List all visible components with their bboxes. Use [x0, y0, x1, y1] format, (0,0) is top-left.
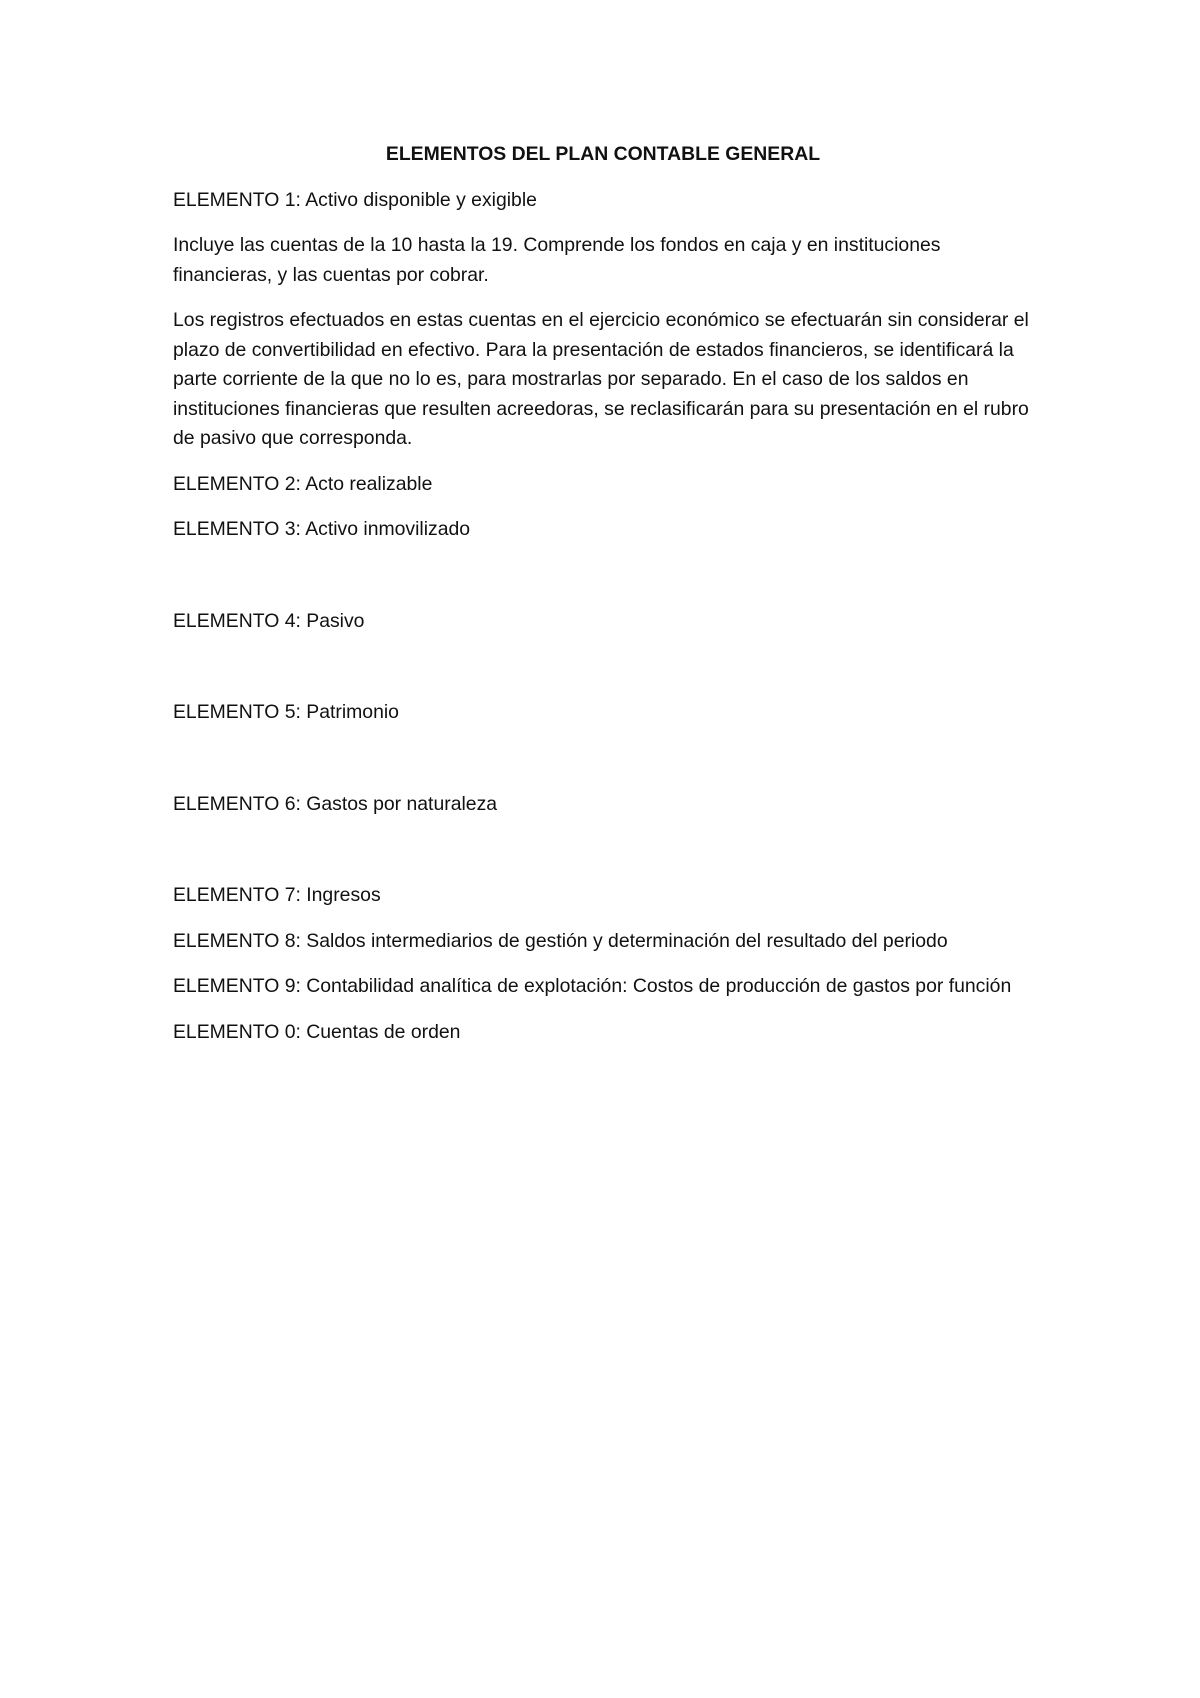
element-6-heading: ELEMENTO 6: Gastos por naturaleza: [173, 792, 498, 815]
element-0-heading: ELEMENTO 0: Cuentas de orden: [173, 1020, 461, 1043]
element-9-heading: ELEMENTO 9: Contabilidad analítica de explotación: Costos de producción de gastos por función: [173, 975, 1012, 997]
element-1-details: Los registros efectuados en estas cuentas en el ejercicio económico se efectuarán sin considerar el plazo de convertibilidad en efectivo. Para la presentación de estados financieros, se identificará la parte corriente de la que no lo es, para mostrarlas por separado. En el caso de los saldos en instituciones financieras que resulten acreedoras, se reclasificarán para su presentación en el rubro de pasivo que corresponda.: [173, 309, 1029, 449]
element-8-heading: ELEMENTO 8: Saldos intermediarios de gestión y determinación del resultado del periodo: [173, 929, 948, 952]
element-3-heading: ELEMENTO 3: Activo inmovilizado: [173, 518, 471, 540]
element-1-heading: ELEMENTO 1: Activo disponible y exigible: [173, 188, 537, 211]
element-1-description: Incluye las cuentas de la 10 hasta la 19. Comprende los fondos en caja y en instituciones financieras, y las cuentas por cobrar.: [173, 234, 941, 286]
element-5-heading: ELEMENTO 5: Patrimonio: [173, 701, 399, 723]
element-4-heading: ELEMENTO 4: Pasivo: [173, 609, 365, 632]
document-title: ELEMENTOS DEL PLAN CONTABLE GENERAL: [385, 143, 821, 165]
document-body: [173, 140, 1033, 1063]
element-7-heading: ELEMENTO 7: Ingresos: [173, 884, 381, 906]
element-2-heading: ELEMENTO 2: Acto realizable: [173, 472, 433, 495]
